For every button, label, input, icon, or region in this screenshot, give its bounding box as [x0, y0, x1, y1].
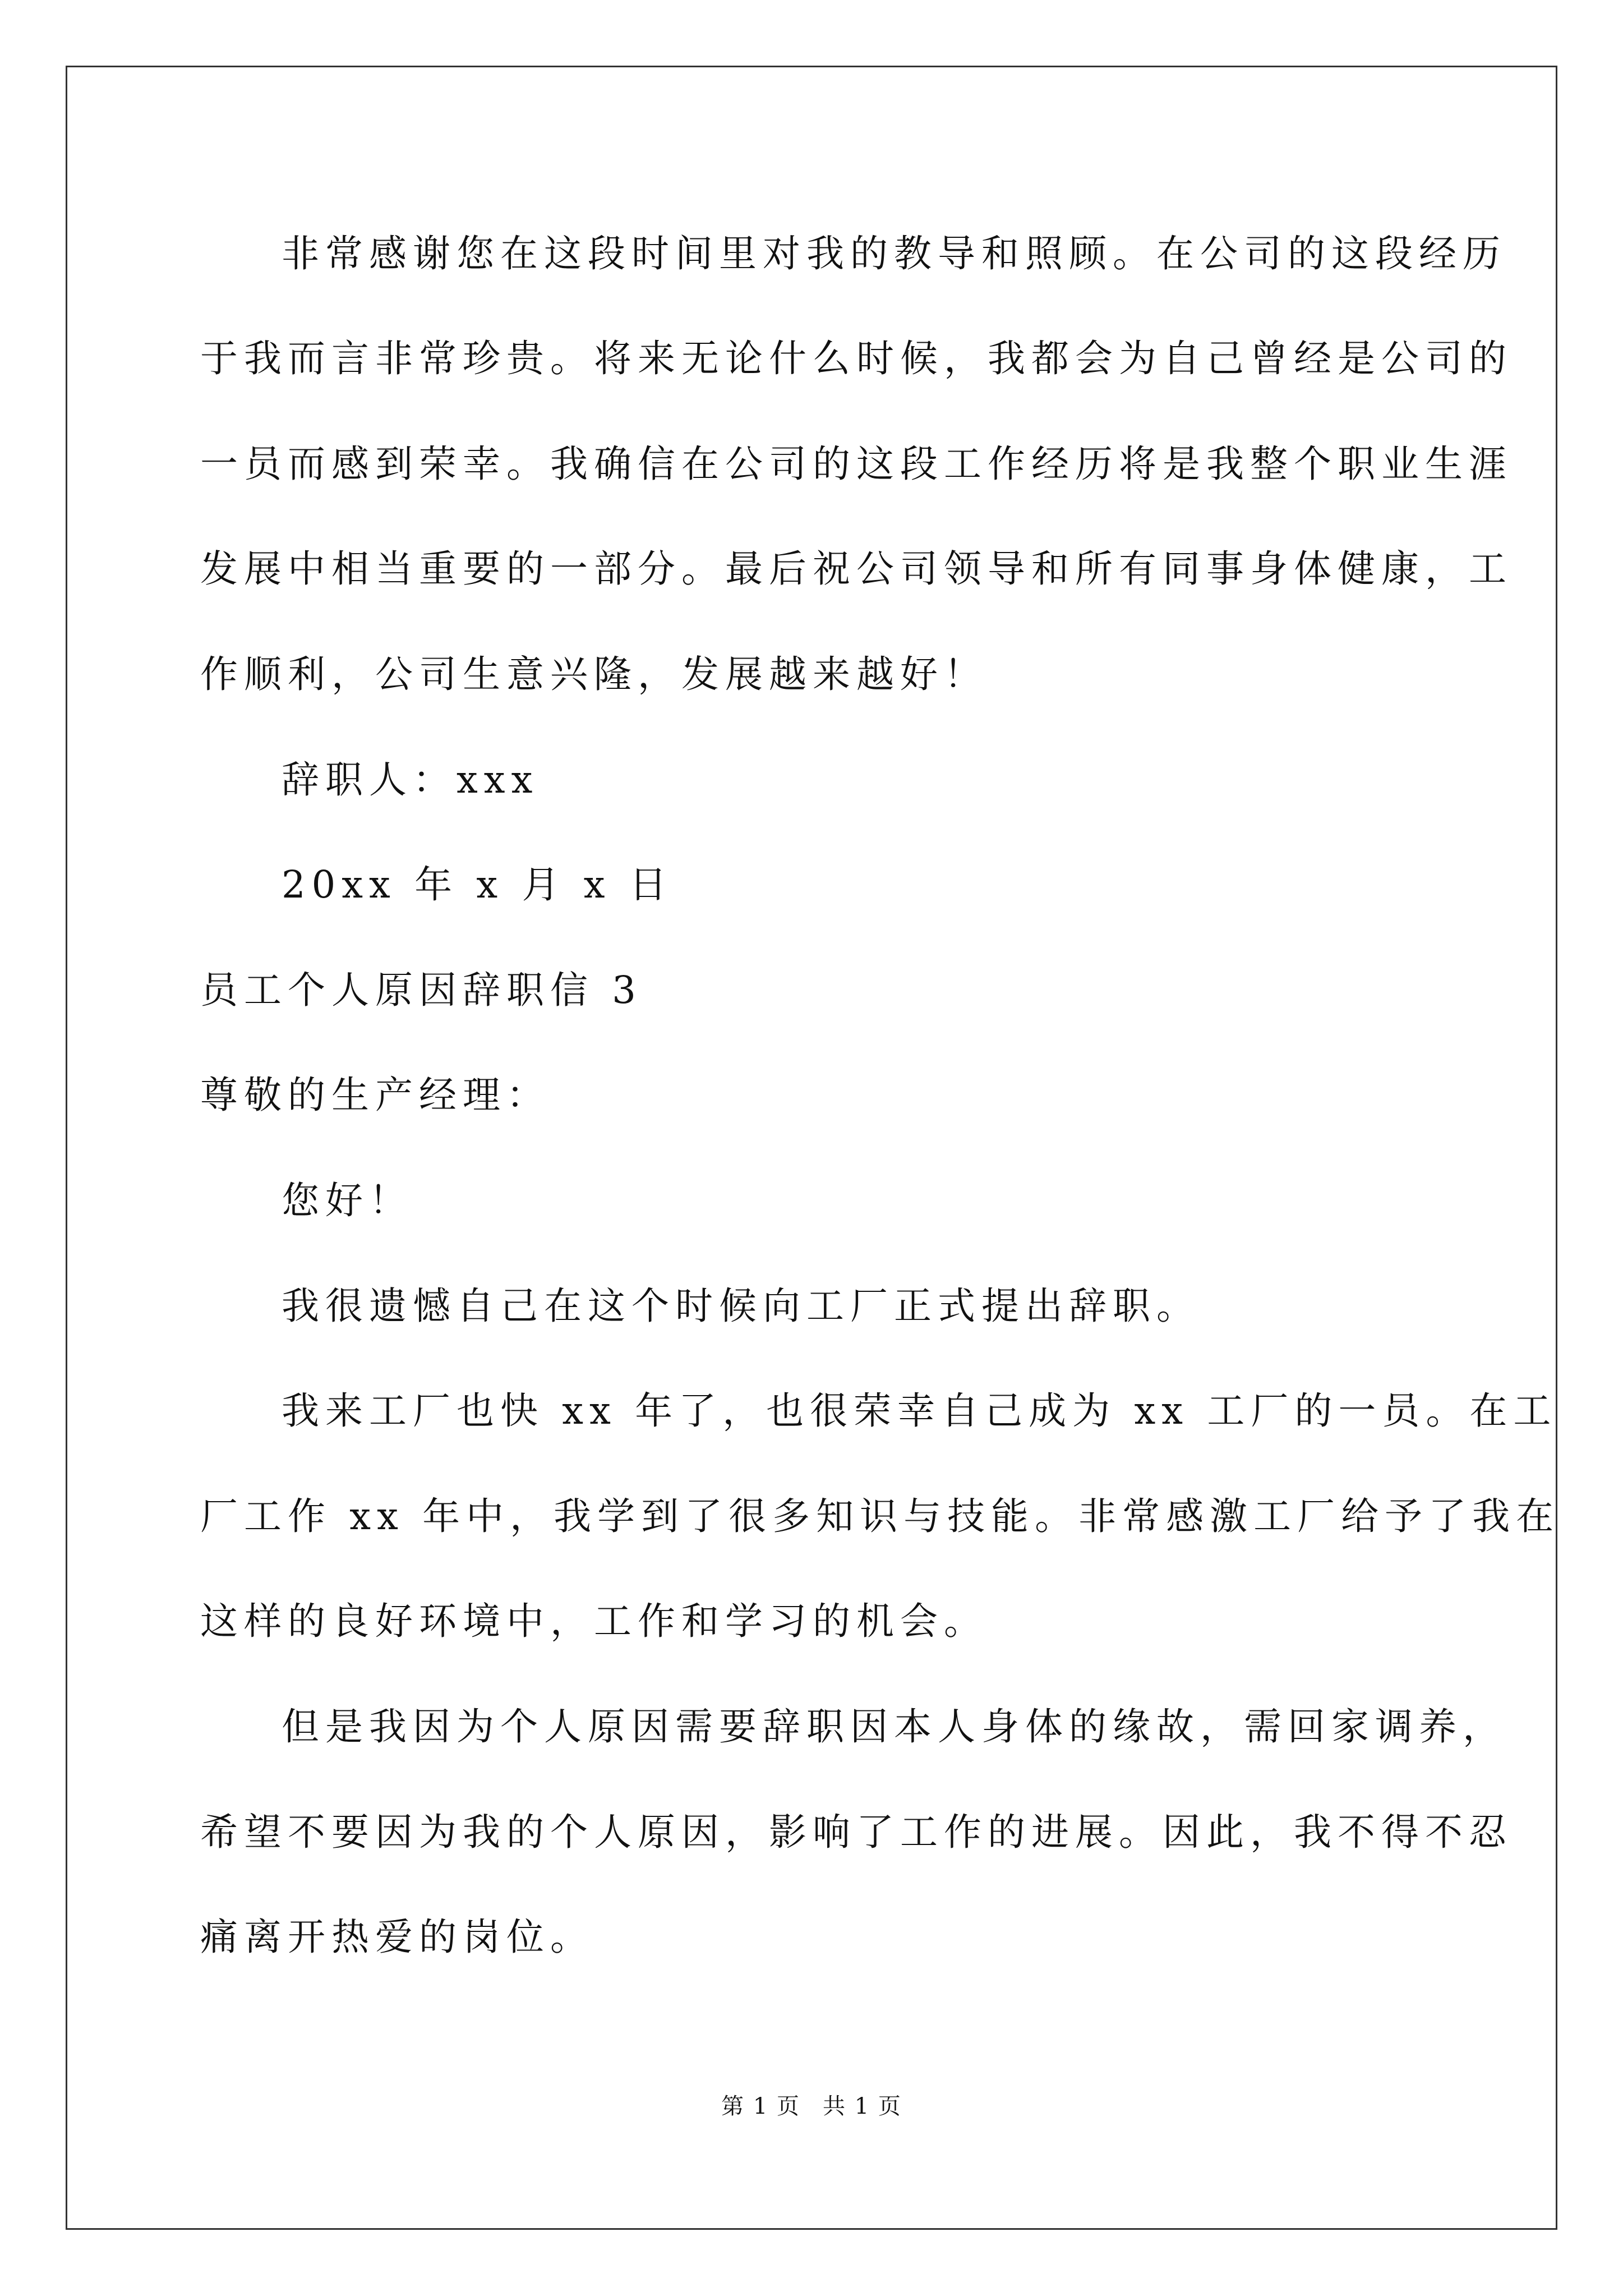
page-total: 共 1 页: [823, 2093, 902, 2119]
date-line: 20xx 年 x 月 x 日: [282, 863, 673, 907]
page-number: 第 1 页: [721, 2093, 800, 2119]
page-border: [66, 66, 1557, 2230]
body-text-line: 但是我因为个人原因需要辞职因本人身体的缘故，需回家调养，: [282, 1705, 1506, 1749]
body-text-line: 厂工作 xx 年中，我学到了很多知识与技能。非常感激工厂给予了我在: [200, 1494, 1560, 1538]
body-text-line: 希望不要因为我的个人原因，影响了工作的进展。因此，我不得不忍: [200, 1810, 1513, 1854]
page-footer: [0, 2090, 1623, 2123]
body-text-line: 痛离开热爱的岗位。: [200, 1915, 594, 1959]
salutation: 尊敬的生产经理：: [200, 1073, 550, 1117]
body-text-line: 这样的良好环境中，工作和学习的机会。: [200, 1599, 988, 1643]
body-text-line: 非常感谢您在这段时间里对我的教导和照顾。在公司的这段经历: [282, 232, 1506, 275]
body-text-line: 发展中相当重要的一部分。最后祝公司领导和所有同事身体健康，工: [200, 547, 1513, 591]
body-text-line: 我来工厂也快 xx 年了，也很荣幸自己成为 xx 工厂的一员。在工: [282, 1389, 1557, 1433]
body-text-line: 一员而感到荣幸。我确信在公司的这段工作经历将是我整个职业生涯: [200, 442, 1513, 486]
signature-line: 辞职人：xxx: [282, 758, 539, 802]
section-title: 员工个人原因辞职信 3: [200, 968, 642, 1012]
greeting: 您好！: [282, 1179, 413, 1222]
body-text-line: 我很遗憾自己在这个时候向工厂正式提出辞职。: [282, 1284, 1200, 1328]
body-text-line: 作顺利，公司生意兴隆，发展越来越好！: [200, 652, 988, 696]
body-text-line: 于我而言非常珍贵。将来无论什么时候，我都会为自己曾经是公司的: [200, 337, 1513, 380]
